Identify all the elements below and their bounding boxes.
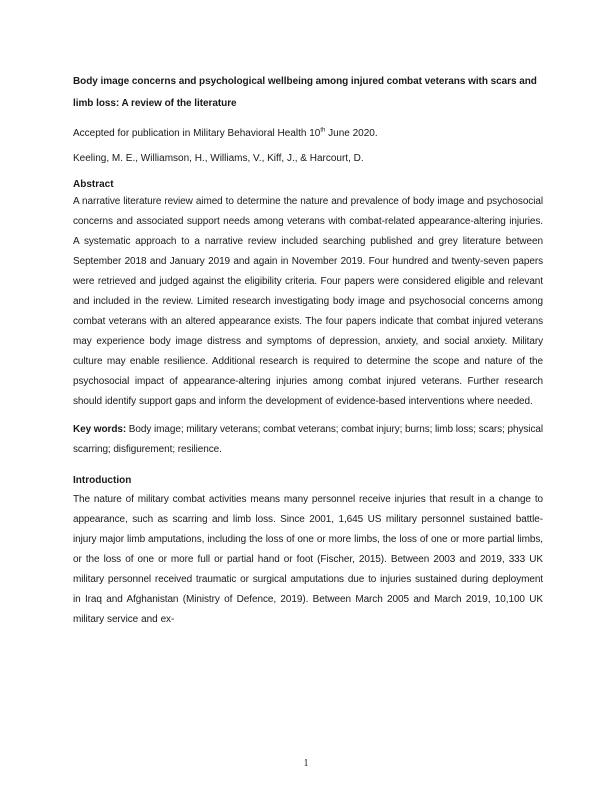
author-list: Keeling, M. E., Williamson, H., Williams, V., Kiff, J., & Harcourt, D. — [73, 153, 364, 164]
acceptance-note — [73, 127, 543, 141]
page-content — [73, 71, 543, 630]
keywords-label: Key words: — [73, 424, 127, 435]
acceptance-note-prefix: Accepted for publication in Military Behavioral Health 10 — [73, 128, 321, 139]
introduction-body: The nature of military combat activities means many personnel receive injuries that result in a change to appearance, such as scarring and limb loss. Since 2001, 1,645 US military personnel sustained battle-injury major limb amputations, including the loss of one or more limbs, the loss of one or more partial limbs, or the loss of one or more full or partial hand or foot (Fischer, 2015). Between 2003 and 2019, 333 UK military personnel received traumatic or surgical amputations due to injuries sustained during deployment in Iraq and Afghanistan (Ministry of Defence, 2019). Between March 2005 and March 2019, 10,100 UK military service and ex- — [73, 494, 543, 625]
keywords — [73, 420, 543, 460]
acceptance-note-ordinal: th — [320, 127, 326, 134]
acceptance-note-suffix: June 2020. — [325, 128, 378, 139]
abstract-heading: Abstract — [73, 179, 114, 190]
keywords-text: Body image; military veterans; combat veterans; combat injury; burns; limb loss; scars; physical scarring; disfigurement; resilience. — [73, 424, 543, 455]
abstract-body: A narrative literature review aimed to determine the nature and prevalence of body image and psychosocial concerns and associated support needs among veterans with combat-related appearance-altering injuries. A systematic approach to a narrative review included searching published and grey literature between September 2018 and January 2019 and again in November 2019. Four hundred and twenty-seven papers were retrieved and judged against the eligibility criteria. Four papers were considered eligible and relevant and included in the review. Limited research investigating body image and psychosocial concerns among combat veterans with an altered appearance exists. The four papers indicate that combat injured veterans may experience body image distress and symptoms of depression, anxiety, and social anxiety. Military culture may enable resilience. Additional research is required to determine the scope and nature of the psychosocial impact of appearance-altering injuries among combat injured veterans. Further research should identify support gaps and inform the development of evidence-based interventions where needed. — [73, 196, 543, 407]
page-number: 1 — [303, 758, 309, 769]
paper-title: Body image concerns and psychological wellbeing among injured combat veterans with scars and limb loss: A review of the literature — [73, 76, 537, 109]
introduction-heading: Introduction — [73, 475, 132, 486]
